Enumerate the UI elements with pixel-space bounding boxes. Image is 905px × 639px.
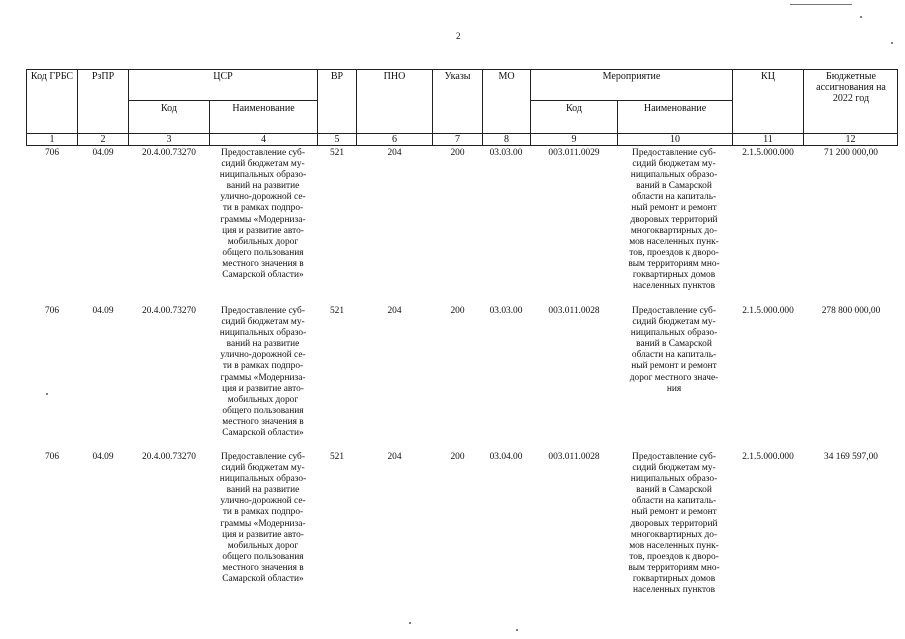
- cell-grbs: 706: [44, 452, 60, 462]
- cell-csr-name: Предоставление суб- сидий бюджетам му- ниципальных образо- ваний на развитие улично-дорожной се- ти в рамках подпро- граммы «Модерниза- ция и развитие авто- мобильных дорог общего пользования местного значения в Самарской области»: [219, 452, 307, 585]
- cell-ukazy: 200: [450, 306, 465, 316]
- header-budget: Бюджетные ассигнования на 2022 год: [816, 71, 886, 104]
- cell-pno: 204: [387, 148, 402, 158]
- event-subheader-line: [530, 100, 732, 101]
- cell-mo: 03.03.00: [489, 306, 523, 316]
- header-grbs: Код ГРБС: [30, 71, 74, 82]
- header-csr: ЦСР: [213, 71, 233, 82]
- cell-pno: 204: [387, 306, 402, 316]
- column-number: 10: [670, 134, 680, 145]
- cell-grbs: 706: [44, 148, 60, 158]
- numbers-row-bottom-line: [26, 145, 898, 146]
- header-vr: ВР: [330, 71, 344, 82]
- scan-speck: [860, 16, 862, 18]
- column-number: 11: [763, 134, 773, 145]
- cell-kc: 2.1.5.000.000: [742, 452, 794, 462]
- cell-vr: 521: [329, 452, 345, 462]
- column-number: 1: [49, 134, 55, 145]
- col-border: [897, 69, 898, 146]
- header-kc: КЦ: [761, 71, 775, 82]
- column-number: 9: [571, 134, 577, 145]
- column-number: 12: [845, 134, 856, 145]
- header-ukazy: Указы: [444, 71, 471, 82]
- column-number: 3: [166, 134, 172, 145]
- header-csr-name: Наименование: [232, 103, 295, 114]
- column-number: 5: [334, 134, 340, 145]
- cell-pno: 204: [387, 452, 402, 462]
- column-number: 6: [392, 134, 397, 145]
- header-mo: МО: [498, 71, 515, 82]
- cell-amount: 71 200 000,00: [824, 148, 878, 158]
- header-event-name: Наименование: [643, 103, 707, 114]
- csr-subheader-line: [128, 100, 317, 101]
- cell-grbs: 706: [44, 306, 60, 316]
- cell-kc: 2.1.5.000.000: [742, 148, 794, 158]
- header-event-code: Код: [566, 103, 582, 114]
- cell-event-name: Предоставление суб- сидий бюджетам му- ниципальных образо- ваний в Самарской области на капиталь- ный ремонт и ремонт дворовых территорий многоквартирных до- мов населенных пунк- тов, проездов к дворо- вым территориям мно- гоквартирных домов населенных пунктов: [628, 452, 720, 596]
- scan-speck: [891, 42, 893, 44]
- cell-ukazy: 200: [450, 452, 465, 462]
- cell-vr: 521: [329, 148, 345, 158]
- cell-amount: 278 800 000,00: [821, 306, 881, 316]
- cell-kc: 2.1.5.000.000: [742, 306, 794, 316]
- column-number: 2: [100, 134, 106, 145]
- header-event: Мероприятие: [602, 71, 661, 82]
- cell-csr-code: 20.4.00.73270: [142, 452, 196, 462]
- cell-mo: 03.03.00: [489, 148, 523, 158]
- header-csr-code: Код: [161, 103, 177, 114]
- table-top-border: [26, 69, 898, 70]
- header-pno: ПНО: [383, 71, 406, 82]
- cell-csr-code: 20.4.00.73270: [142, 148, 196, 158]
- page-number: 2: [456, 31, 461, 41]
- cell-event-code: 003.011.0028: [548, 452, 600, 462]
- cell-rzpr: 04.09: [92, 452, 114, 462]
- cell-csr-name: Предоставление суб- сидий бюджетам му- ниципальных образо- ваний на развитие улично-дорожной се- ти в рамках подпро- граммы «Модерниза- ция и развитие авто- мобильных дорог общего пользования местного значения в Самарской области»: [219, 148, 307, 281]
- cell-rzpr: 04.09: [92, 148, 114, 158]
- cell-event-name: Предоставление суб- сидий бюджетам му- ниципальных образо- ваний в Самарской области на капиталь- ный ремонт и ремонт дорог местного значе- ния: [629, 306, 719, 394]
- cell-event-code: 003.011.0029: [548, 148, 600, 158]
- scan-speck: [516, 629, 518, 631]
- cell-rzpr: 04.09: [92, 306, 114, 316]
- cell-event-code: 003.011.0028: [548, 306, 600, 316]
- cell-ukazy: 200: [450, 148, 465, 158]
- cell-vr: 521: [329, 306, 345, 316]
- column-number: 7: [455, 134, 460, 145]
- cell-csr-code: 20.4.00.73270: [142, 306, 196, 316]
- column-number: 4: [261, 134, 266, 145]
- cell-event-name: Предоставление суб- сидий бюджетам му- ниципальных образо- ваний в Самарской области на капиталь- ный ремонт и ремонт дворовых территорий многоквартирных до- мов населенных пунк- тов, проездов к дворо- вым территориям мно- гоквартирных домов населенных пунктов: [628, 148, 720, 292]
- column-number: 8: [504, 134, 509, 145]
- scan-speck: [46, 393, 48, 395]
- cell-amount: 34 169 597,00: [824, 452, 878, 462]
- header-rzpr: РзПР: [91, 71, 115, 82]
- scan-speck: [409, 622, 411, 624]
- cell-mo: 03.04.00: [489, 452, 523, 462]
- cell-csr-name: Предоставление суб- сидий бюджетам му- ниципальных образо- ваний на развитие улично-дорожной се- ти в рамках подпро- граммы «Модерниза- ция и развитие авто- мобильных дорог общего пользования местного значения в Самарской области»: [219, 306, 307, 439]
